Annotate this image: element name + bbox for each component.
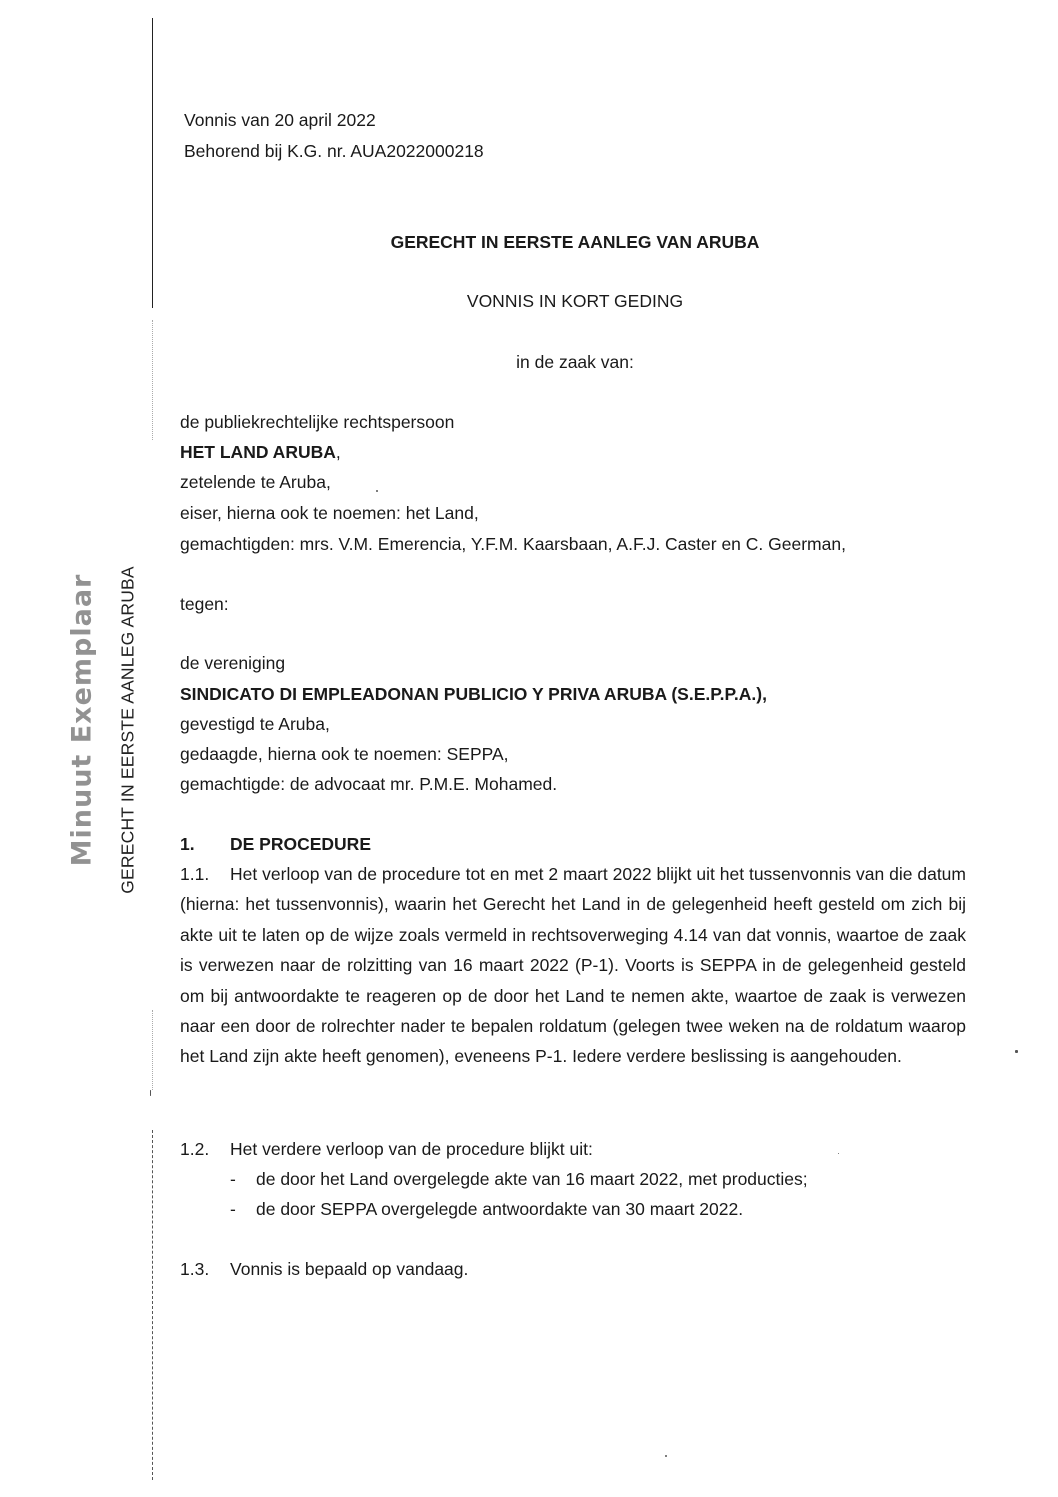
plaintiff-seat: zetelende te Aruba, (180, 472, 331, 492)
margin-rule-faint (152, 320, 153, 440)
section-number: 1. (180, 834, 195, 854)
defendant-seat: gevestigd te Aruba, (180, 714, 330, 734)
paragraph-text: Het verdere verloop van de procedure blijkt uit: (230, 1139, 593, 1159)
paragraph-1-3 (180, 1259, 468, 1279)
plaintiff-line1: de publiekrechtelijke rechtspersoon (180, 412, 455, 432)
paragraph-number: 1.2. (180, 1139, 210, 1159)
paragraph-1-1 (180, 859, 966, 1072)
judgment-type: VONNIS IN KORT GEDING (466, 291, 684, 311)
list-item-text: de door het Land overgelegde akte van 16 maart 2022, met producties; (256, 1169, 808, 1189)
margin-rule-faint (152, 1010, 153, 1090)
list-dash: - (230, 1169, 236, 1189)
defendant-role: gedaagde, hierna ook te noemen: SEPPA, (180, 744, 509, 764)
court-title: GERECHT IN EERSTE AANLEG VAN ARUBA (390, 232, 760, 252)
list-dash: - (230, 1199, 236, 1219)
in-case-of: in de zaak van: (516, 352, 634, 372)
minute-copy-stamp (52, 573, 112, 867)
margin-rule (152, 18, 153, 308)
defendant-attorney: gemachtigde: de advocaat mr. P.M.E. Mohamed. (180, 774, 558, 794)
margin-rule-lower (152, 1130, 153, 1480)
plaintiff-name: HET LAND ARUBA (180, 442, 336, 462)
scan-speck (838, 1153, 839, 1154)
header-date: Vonnis van 20 april 2022 (184, 110, 376, 130)
scan-speck (665, 1455, 667, 1457)
stamp-text: Minuut Exemplaar (66, 573, 98, 867)
paragraph-1-2 (180, 1139, 593, 1159)
versus: tegen: (180, 594, 229, 614)
plaintiff-role: eiser, hierna ook te noemen: het Land, (180, 503, 479, 523)
scan-speck (150, 1090, 151, 1096)
defendant-name: SINDICATO DI EMPLEADONAN PUBLICIO Y PRIVA ARUBA (S.E.P.P.A.), (180, 684, 767, 704)
plaintiff-attorneys: gemachtigden: mrs. V.M. Emerencia, Y.F.M. Kaarsbaan, A.F.J. Caster en C. Geerman, (180, 534, 846, 554)
defendant-line1: de vereniging (180, 653, 286, 673)
paragraph-text: Het verloop van de procedure tot en met 2 maart 2022 blijkt uit het tussenvonnis van die datum (hierna: het tussenvonnis), waarin het Gerecht het Land in de gelegenheid heeft gesteld om zich bij akte uit te laten op de wijze zoals vermeld in rechtsoverweging 4.14 van dat vonnis, waartoe de zaak is verwezen naar de rolzitting van 16 maart 2022 (P-1). Voorts is SEPPA in de gelegenheid gesteld om bij antwoordakte te reageren op de door het Land te nemen akte, waartoe de zaak is verwezen naar een door de rolrechter nader te bepalen roldatum (gelegen twee weken na de roldatum waarop het Land zijn akte heeft genomen), eveneens P-1. Iedere verdere beslissing is aangehouden. (180, 864, 966, 1067)
side-court-text: GERECHT IN EERSTE AANLEG ARUBA (117, 566, 138, 894)
section-title: DE PROCEDURE (230, 834, 371, 854)
paragraph-text: Vonnis is bepaald op vandaag. (230, 1259, 469, 1279)
section-heading (180, 834, 371, 854)
paragraph-number: 1.1. (180, 864, 210, 884)
plaintiff-name-line (180, 442, 341, 462)
scan-speck (376, 490, 378, 492)
side-court-label (108, 545, 148, 915)
list-item (230, 1199, 743, 1220)
list-item (230, 1169, 808, 1190)
paragraph-number: 1.3. (180, 1259, 210, 1279)
scan-speck (1015, 1050, 1018, 1053)
header-case-number: Behorend bij K.G. nr. AUA2022000218 (184, 141, 484, 161)
plaintiff-name-suffix: , (335, 442, 341, 462)
list-item-text: de door SEPPA overgelegde antwoordakte van 30 maart 2022. (256, 1199, 744, 1219)
